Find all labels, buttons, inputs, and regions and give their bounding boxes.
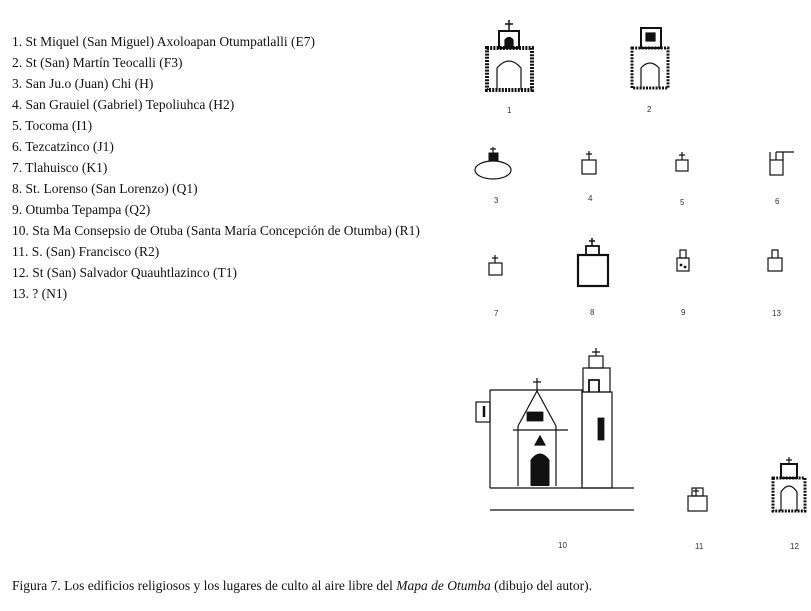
caption-italic: Mapa de Otumba (396, 578, 491, 593)
figure-number: 10 (558, 541, 567, 550)
church-1-drawing (487, 20, 532, 90)
church-9-drawing (677, 250, 689, 271)
legend-item: 6. Tezcatzinco (J1) (12, 139, 114, 154)
figure-number: 1 (507, 106, 512, 115)
figure-caption (12, 578, 592, 594)
church-7-drawing (489, 255, 502, 275)
legend-item: 9. Otumba Tepampa (Q2) (12, 202, 151, 217)
figure-number: 7 (494, 309, 499, 318)
figure-number: 8 (590, 308, 595, 317)
caption-prefix: Figura 7. Los edificios religiosos y los lugares de culto al aire libre del (12, 578, 397, 593)
church-4-drawing (582, 151, 596, 174)
legend-item: 5. Tocoma (I1) (12, 118, 93, 133)
legend-item: 8. St. Lorenso (San Lorenzo) (Q1) (12, 181, 198, 196)
figure-number: 3 (494, 196, 499, 205)
legend-item: 4. San Grauiel (Gabriel) Tepoliuhca (H2) (12, 97, 235, 112)
figure-number: 6 (775, 197, 780, 206)
figure-number: 12 (790, 542, 799, 551)
figure-number: 9 (681, 308, 686, 317)
legend-item: 12. St (San) Salvador Quauhtlazinco (T1) (12, 265, 237, 280)
church-12-drawing (773, 457, 805, 511)
figure-number: 4 (588, 194, 593, 203)
church-8-drawing (578, 238, 608, 286)
legend-item: 11. S. (San) Francisco (R2) (12, 244, 160, 259)
figure-number: 2 (647, 105, 652, 114)
legend-item: 1. St Miquel (San Miguel) Axoloapan Otumpatlalli (E7) (12, 34, 315, 49)
figure-number: 5 (680, 198, 685, 207)
church-6-drawing (770, 152, 794, 175)
church-2-drawing (632, 28, 668, 88)
church-5-drawing (676, 152, 688, 171)
caption-suffix: (dibujo del autor). (490, 578, 593, 593)
figure-number: 13 (772, 309, 781, 318)
legend-item: 7. Tlahuisco (K1) (12, 160, 108, 175)
legend-item: 2. St (San) Martín Teocalli (F3) (12, 55, 183, 70)
church-3-drawing (475, 147, 511, 179)
legend-item: 10. Sta Ma Consepsio de Otuba (Santa María Concepción de Otumba) (R1) (12, 223, 420, 238)
church-13-drawing (768, 250, 782, 271)
church-10-drawing (476, 348, 634, 510)
legend-item: 13. ? (N1) (12, 286, 68, 301)
legend-item: 3. San Ju.o (Juan) Chi (H) (12, 76, 154, 91)
church-11-drawing (688, 488, 707, 511)
figure-number: 11 (695, 542, 704, 551)
